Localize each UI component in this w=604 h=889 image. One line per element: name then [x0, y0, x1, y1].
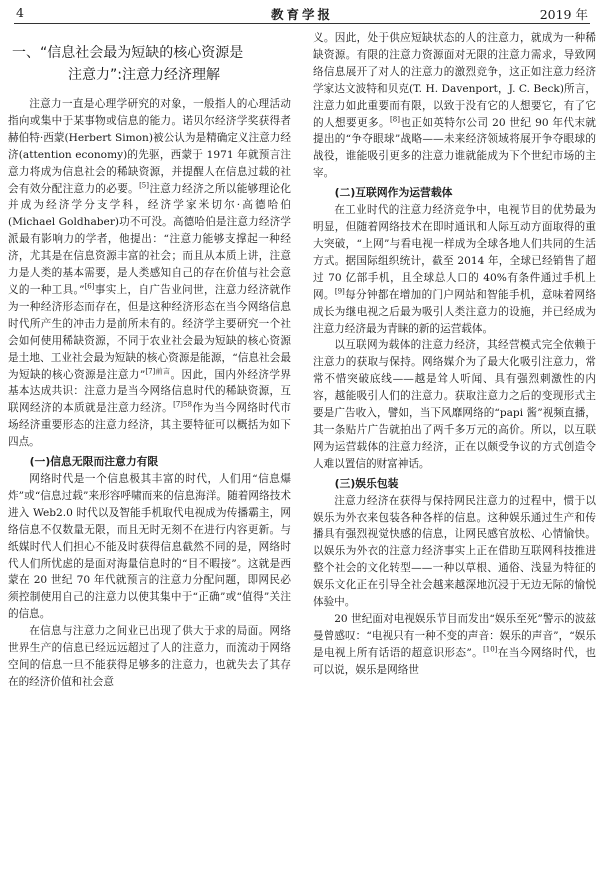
paragraph-supply-demand: 在信息与注意力之间业已出现了供大于求的局面。网络世界生产的信息已经远远超过了人的注意力，而流动于网络空间的信息一旦不能获得足够多的注意力，也就失去了其存在的经济价值和社会意 [8, 625, 291, 688]
text-run: 事实上，自广告业问世，注意力经济就作为一种经济形态而存在，但是这种经济形态在当今网络信息时代所产生的冲击力是前所未有的。经济学主要研究一个社会如何使用稀缺资源，不同于农业社会最为短缺的核心资源是土地、工业社会最为短缺的核心资源是能源，“信息社会最为短缺的核心资源是注意力” [8, 283, 291, 381]
paragraph-attention-economy-intro [8, 96, 291, 451]
citation-9: [9] [334, 287, 345, 296]
text-run: 义。因此，处于供应短缺状态的人的注意力，就成为一种稀缺资源。有限的注意力资源面对无限的注意力需求，导致网络信息展开了对人的注意力的激烈竞争，这正如注意力经济学家达文波特和贝克(T. H. Davenport，J. C. Beck)所言，注意力如此重要而有限，以致于没有它的人想要它，有了它的人想要更多。 [313, 32, 596, 129]
paragraph-postman [313, 611, 596, 679]
right-column [313, 30, 596, 888]
citation-7-preface: [7]前言 [145, 366, 171, 375]
text-run: 注意力经济之所以能够理论化并成为经济学分支学科，经济学家米切尔·高德哈伯(Michael Goldhaber)功不可没。高德哈伯是注意力经济学派最有影响力的学者，他提出：“注意力能够支撑起一种经济，尤其是在信息资源丰富的社会；而且从本质上讲，注意力是人类的基本需要，是人类感知自己的存在价值与社会意义的一种工具。” [8, 182, 291, 296]
journal-title: 教育学报 [270, 7, 333, 22]
citation-5: [5] [139, 181, 149, 189]
paragraph-information-overload: 网络时代是一个信息极其丰富的时代，人们用“信息爆炸”或“信息过载”来形容呼啸而来的信息海洋。随着网络技术进入 Web2.0 时代以及智能手机取代电视成为传播霸主，网络信息不仅数量无限，而且无时无刻不在进行内容更新。与纸媒时代人们担心不能及时获得信息截然不同的是，网络时代人们所忧虑的是面对海量信息时的“目不暇接”。这就是西蒙在 20 世纪 70 年代就预言的注意力分配问题，即网民必须控制使用自己的注意力以使其集中于“正确”或“值得”关注的信息。 [8, 473, 291, 621]
citation-8: [8] [390, 115, 400, 123]
page-number: 4 [16, 5, 24, 20]
text-run: 作为当今网络时代市场经济重要形态的注意力经济，其主要特征可以概括为如下四点。 [8, 402, 291, 449]
section-title-line2: 注意力”:注意力经济理解 [68, 67, 220, 83]
paragraph-mobile-internet [313, 202, 596, 337]
text-run: 注意力一直是心理学研究的对象，一般指人的心理活动指向或集中于某事物或信息的能力。诺贝尔经济学奖获得者赫伯特·西蒙(Herbert Simon)被公认为是精确定义注意力经济(attention economy)的先驱，西蒙于 1971 年就预言注意力将成为信息社会的稀缺资源，并提醒人在信息过载的社会有效分配注意力的必要。 [8, 98, 291, 195]
paragraph-scarcity-continued [313, 30, 596, 182]
subheading-infinite-information: (一)信息无限而注意力有限 [29, 455, 159, 469]
paragraph-business-model: 以互联网为载体的注意力经济，其经营模式完全依赖于注意力的获取与保持。网络媒介为了最大化吸引注意力，常常不惜突破底线——越是耸人听闻、具有强烈刺激性的内容，越能吸引人们的注意力。获取注意力之后的变现形式主要是广告收入，譬如，当下风靡网络的“papi 酱”视频直播，其一条贴片广告就拍出了两千多万元的高价。所以，以互联网为运营载体的注意力经济，正在以颇受争议的方式创造令人难以置信的财富神话。 [313, 339, 596, 470]
citation-10: [10] [483, 645, 498, 654]
publication-year: 2019 年 [539, 7, 588, 22]
paragraph-entertainment: 注意力经济在获得与保持网民注意力的过程中，惯于以娱乐为外衣来包装各种各样的信息。这种娱乐通过生产和传播具有强烈视觉快感的信息，让网民感官放松、心情愉快。以娱乐为外衣的注意力经济事实上正在借助互联网科技推进整个社会的文化转型——一种以草根、通俗、浅显为特征的娱乐文化正在引导全社会越来越深地沉浸于无边无际的愉悦体验中。 [313, 494, 596, 609]
citation-6: [6] [84, 282, 95, 291]
text-run: 每分钟都在增加的门户网站和智能手机，意味着网络成长为继电视之后最为吸引人类注意力的设施，并已经成为注意力经济最为青睐的新的运营载体。 [313, 288, 596, 335]
section-title-line1: 一、“信息社会最为短缺的核心资源是 [12, 45, 244, 61]
text-run: 在工业时代的注意力经济竞争中，电视节目的优势最为明显，但随着网络技术在即时通讯和人际互动方面取得的重大突破，“上网”与看电视一样成为全球各地人们共同的生活方式。据国际组织统计，截至 2014 年，全球已经销售了超过 70 亿部手机，且全球总人口的 40%有条件通过手机上网。 [313, 204, 596, 301]
left-column [8, 30, 291, 888]
subheading-internet-carrier: (二)互联网作为运营载体 [334, 186, 453, 200]
text-run: 在当今网络时代，也可以说，娱乐是网络世 [313, 646, 596, 676]
citation-7-58: [7]58 [173, 400, 192, 409]
section-title [8, 42, 291, 86]
text-run: 也正如英特尔公司 20 世纪 90 年代末就提出的“争夺眼球”战略——未来经济领域将展开争夺眼球的战役，谁能吸引更多的注意力谁就能成为下个世纪市场的主宰。 [313, 116, 596, 180]
running-header [14, 2, 590, 24]
subheading-entertainment-packaging: (三)娱乐包装 [334, 476, 399, 490]
text-run: 20 世纪面对电视娱乐节目而发出“娱乐至死”警示的波兹曼曾感叹：“电视只有一种不变的声音：娱乐的声音”，“娱乐是电视上所有话语的超意识形态”。 [313, 613, 596, 659]
text-run: 。因此，国内外经济学界基本达成共识：注意力是当今网络信息时代的稀缺资源，互联网经济的本质就是注意力经济。 [8, 368, 291, 415]
